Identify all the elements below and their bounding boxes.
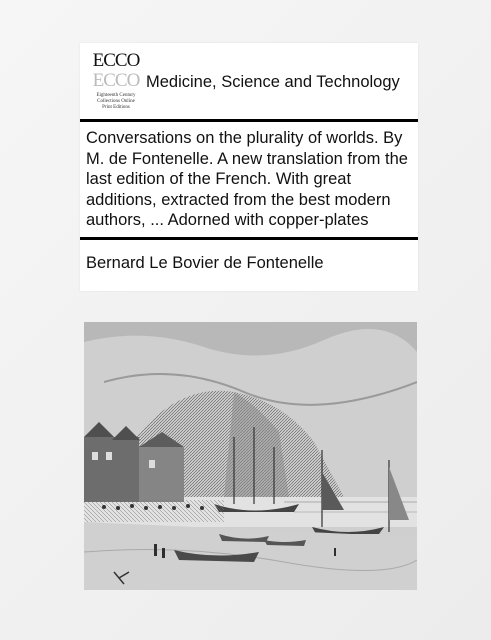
ecco-logo-icon: ECCO ECCO Eighteenth Century Collections Online Print Editions bbox=[88, 51, 144, 113]
series-name: Medicine, Science and Technology bbox=[146, 73, 400, 91]
logo-caption-line: Collections Online bbox=[97, 99, 135, 104]
series-header bbox=[80, 43, 418, 119]
book-author: Bernard Le Bovier de Fontenelle bbox=[86, 253, 324, 272]
harbour-engraving-image bbox=[84, 322, 417, 590]
engraving-illustration bbox=[84, 322, 417, 590]
logo-text: ECCO bbox=[92, 50, 140, 71]
logo-caption-line: Eighteenth Century bbox=[96, 93, 136, 98]
cover-label-panel bbox=[80, 43, 418, 291]
book-title: Conversations on the plurality of worlds. By M. de Fontenelle. A new translation from the last edition of the French. With great additions, extracted from the best modern authors, ... Adorned with copper-plates bbox=[86, 129, 408, 229]
logo-caption-line: Print Editions bbox=[102, 105, 130, 110]
